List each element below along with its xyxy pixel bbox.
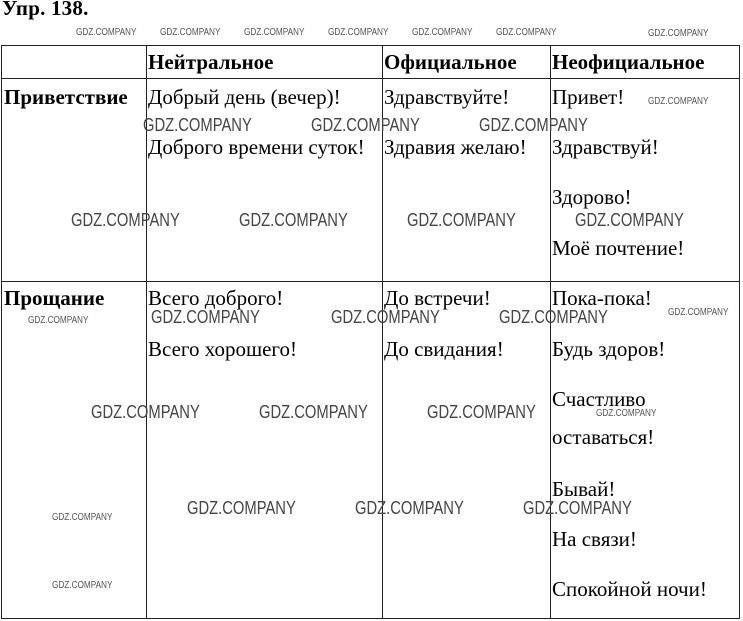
watermark: GDZ.COMPANY — [71, 210, 180, 230]
watermark: GDZ.COMPANY — [496, 27, 557, 38]
header-divider — [2, 78, 739, 79]
farewell-informal-item: Спокойной ночи! — [552, 577, 707, 601]
farewell-neutral-item: Всего хорошего! — [148, 337, 298, 361]
header-informal: Неофициальное — [552, 50, 705, 74]
greeting-informal-item: Здорово! — [552, 185, 632, 209]
watermark: GDZ.COMPANY — [160, 27, 221, 38]
watermark: GDZ.COMPANY — [479, 115, 588, 135]
watermark: GDZ.COMPANY — [412, 27, 473, 38]
greeting-informal-item: Привет! — [552, 85, 625, 109]
watermark: GDZ.COMPANY — [259, 402, 368, 422]
watermark: GDZ.COMPANY — [648, 96, 709, 107]
farewell-neutral-item: Всего доброго! — [148, 286, 284, 310]
watermark: GDZ.COMPANY — [427, 402, 536, 422]
watermark: GDZ.COMPANY — [52, 580, 113, 591]
greeting-neutral-item: Добрый день (вечер)! — [148, 85, 341, 109]
farewell-informal-item: Бывай! — [552, 477, 616, 501]
farewell-informal-item: Будь здоров! — [552, 337, 666, 361]
watermark: GDZ.COMPANY — [143, 115, 252, 135]
watermark: GDZ.COMPANY — [355, 498, 464, 518]
greeting-official-item: Здравия желаю! — [384, 135, 527, 159]
watermark: GDZ.COMPANY — [648, 28, 709, 39]
watermark: GDZ.COMPANY — [244, 27, 305, 38]
watermark: GDZ.COMPANY — [331, 307, 440, 327]
watermark: GDZ.COMPANY — [52, 512, 113, 523]
watermark: GDZ.COMPANY — [499, 307, 608, 327]
watermark: GDZ.COMPANY — [28, 315, 89, 326]
watermark: GDZ.COMPANY — [311, 115, 420, 135]
watermark: GDZ.COMPANY — [239, 210, 348, 230]
watermark: GDZ.COMPANY — [187, 498, 296, 518]
exercise-title: Упр. 138. — [2, 0, 89, 20]
row-divider — [2, 281, 739, 282]
row-label-farewell: Прощание — [4, 286, 105, 310]
greeting-informal-item: Здравствуй! — [552, 135, 659, 159]
greeting-informal-item: Моё почтение! — [552, 236, 685, 260]
farewell-official-item: До свидания! — [384, 337, 504, 361]
farewell-informal-item: Пока-пока! — [552, 286, 652, 310]
greeting-neutral-item: Доброго времени суток! — [148, 135, 365, 159]
watermark: GDZ.COMPANY — [407, 210, 516, 230]
row-label-greeting: Приветствие — [4, 85, 128, 109]
farewell-official-item: До встречи! — [384, 286, 491, 310]
header-neutral: Нейтральное — [148, 50, 274, 74]
farewell-informal-item: оставаться! — [552, 425, 655, 449]
watermark: GDZ.COMPANY — [596, 408, 657, 419]
farewell-informal-item: Счастливо — [552, 387, 646, 411]
watermark: GDZ.COMPANY — [668, 307, 729, 318]
watermark: GDZ.COMPANY — [76, 27, 137, 38]
farewell-informal-item: На связи! — [552, 527, 637, 551]
watermark: GDZ.COMPANY — [151, 307, 260, 327]
watermark: GDZ.COMPANY — [328, 27, 389, 38]
watermark: GDZ.COMPANY — [91, 402, 200, 422]
watermark: GDZ.COMPANY — [523, 498, 632, 518]
watermark: GDZ.COMPANY — [575, 210, 684, 230]
header-official: Официальное — [384, 50, 517, 74]
greeting-official-item: Здравствуйте! — [384, 85, 510, 109]
